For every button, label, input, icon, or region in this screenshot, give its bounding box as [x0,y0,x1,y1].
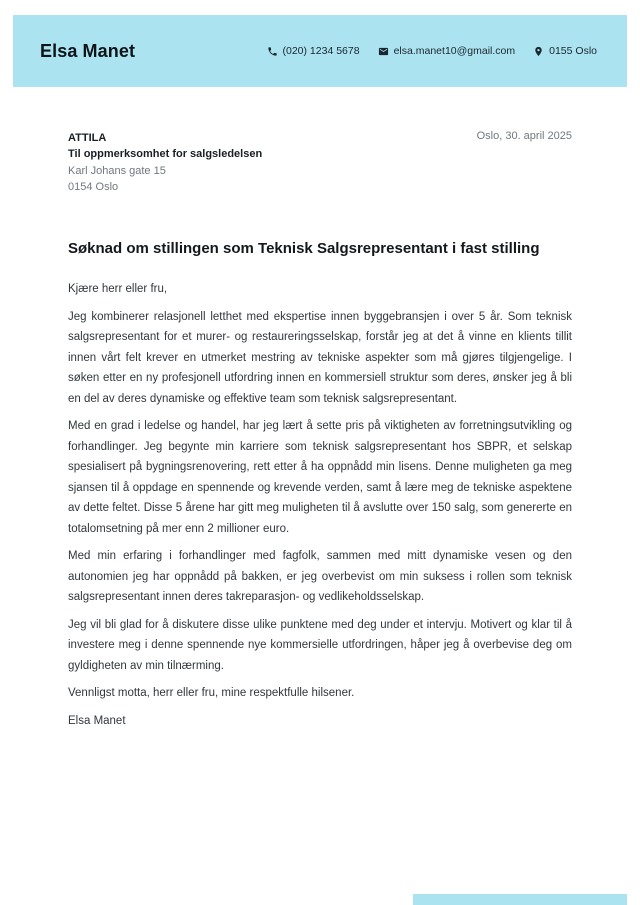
location-pin-icon [533,46,544,57]
paragraph-2: Med en grad i ledelse og handel, har jeg lært å sette pris på viktigheten av forretningsutvikling og forhandlinger. Jeg begynte min karriere som teknisk salgsrepresentant hos SBPR, et selskap spesialisert på bygningsrenovering, rett etter å ha oppnådd min lisens. Denne muligheten ga meg sjansen til å oppdage en spennende og krevende verden, samt å lære meg de tekniske aspektene av dette feltet. Disse 5 årene har gitt meg muligheten til å avslutte over 150 salg, som genererte en totalomsetning på mer enn 2 millioner euro. [68,420,572,535]
location-text: 0155 Oslo [549,45,597,57]
contact-row [267,45,598,57]
recipient-company: ATTILA [68,132,107,144]
recipient-attention: Til oppmerksomhet for salgsledelsen [68,148,263,161]
recipient-postal-city: 0154 Oslo [68,180,119,193]
subject-title: Søknad om stillingen som Teknisk Salgsrepresentant i fast stilling [68,240,540,257]
closing-line: Vennligst motta, herr eller fru, mine respektfulle hilsener. [68,687,355,699]
location-contact [533,45,597,57]
salutation: Kjære herr eller fru, [68,283,168,295]
email-address: elsa.manet10@gmail.com [393,45,516,57]
phone-icon [267,46,278,57]
email-icon [378,46,389,57]
paragraph-3: Med min erfaring i forhandlinger med fagfolk, sammen med mitt dynamiske vesen og den autonomien jeg har oppnådd på bakken, er jeg overbevist om min suksess i rollen som teknisk salgsrepresentant innen deres takreparasjon- og vedlikeholdsselskap. [68,550,572,603]
header-band [13,15,627,87]
recipient-block [68,130,262,195]
paragraph-1: Jeg kombinerer relasjonell letthet med ekspertise innen byggebransjen i over 5 år. Som teknisk salgsrepresentant for et murer- og restaureringsselskap, forstår jeg at det å vinne en klients tillit innen vårt felt krever en utmerket mestring av tekniske aspekter som må gjøres tilgjengelige. I søken etter en ny profesjonell utfordring innen en kommersiell struktur som deres, ønsker jeg å bli en del av deres dynamiske og effektive team som teknisk salgsrepresentant. [68,310,572,405]
paragraph-4: Jeg vil bli glad for å diskutere disse ulike punktene med deg under et intervju. Motivert og klar til å investere meg i denne spennende nye kommersielle utfordringen, håper jeg å overbevise deg om gyldigheten av min tilnærming. [68,618,572,672]
date-line: Oslo, 30. april 2025 [476,130,572,142]
footer-accent-bar [413,894,627,905]
email-contact [378,45,516,57]
signature: Elsa Manet [68,714,126,727]
phone-number: (020) 1234 5678 [282,45,360,57]
letter-body [68,279,572,738]
phone-contact [267,45,360,57]
recipient-street: Karl Johans gate 15 [68,164,166,177]
candidate-name: Elsa Manet [40,40,136,61]
